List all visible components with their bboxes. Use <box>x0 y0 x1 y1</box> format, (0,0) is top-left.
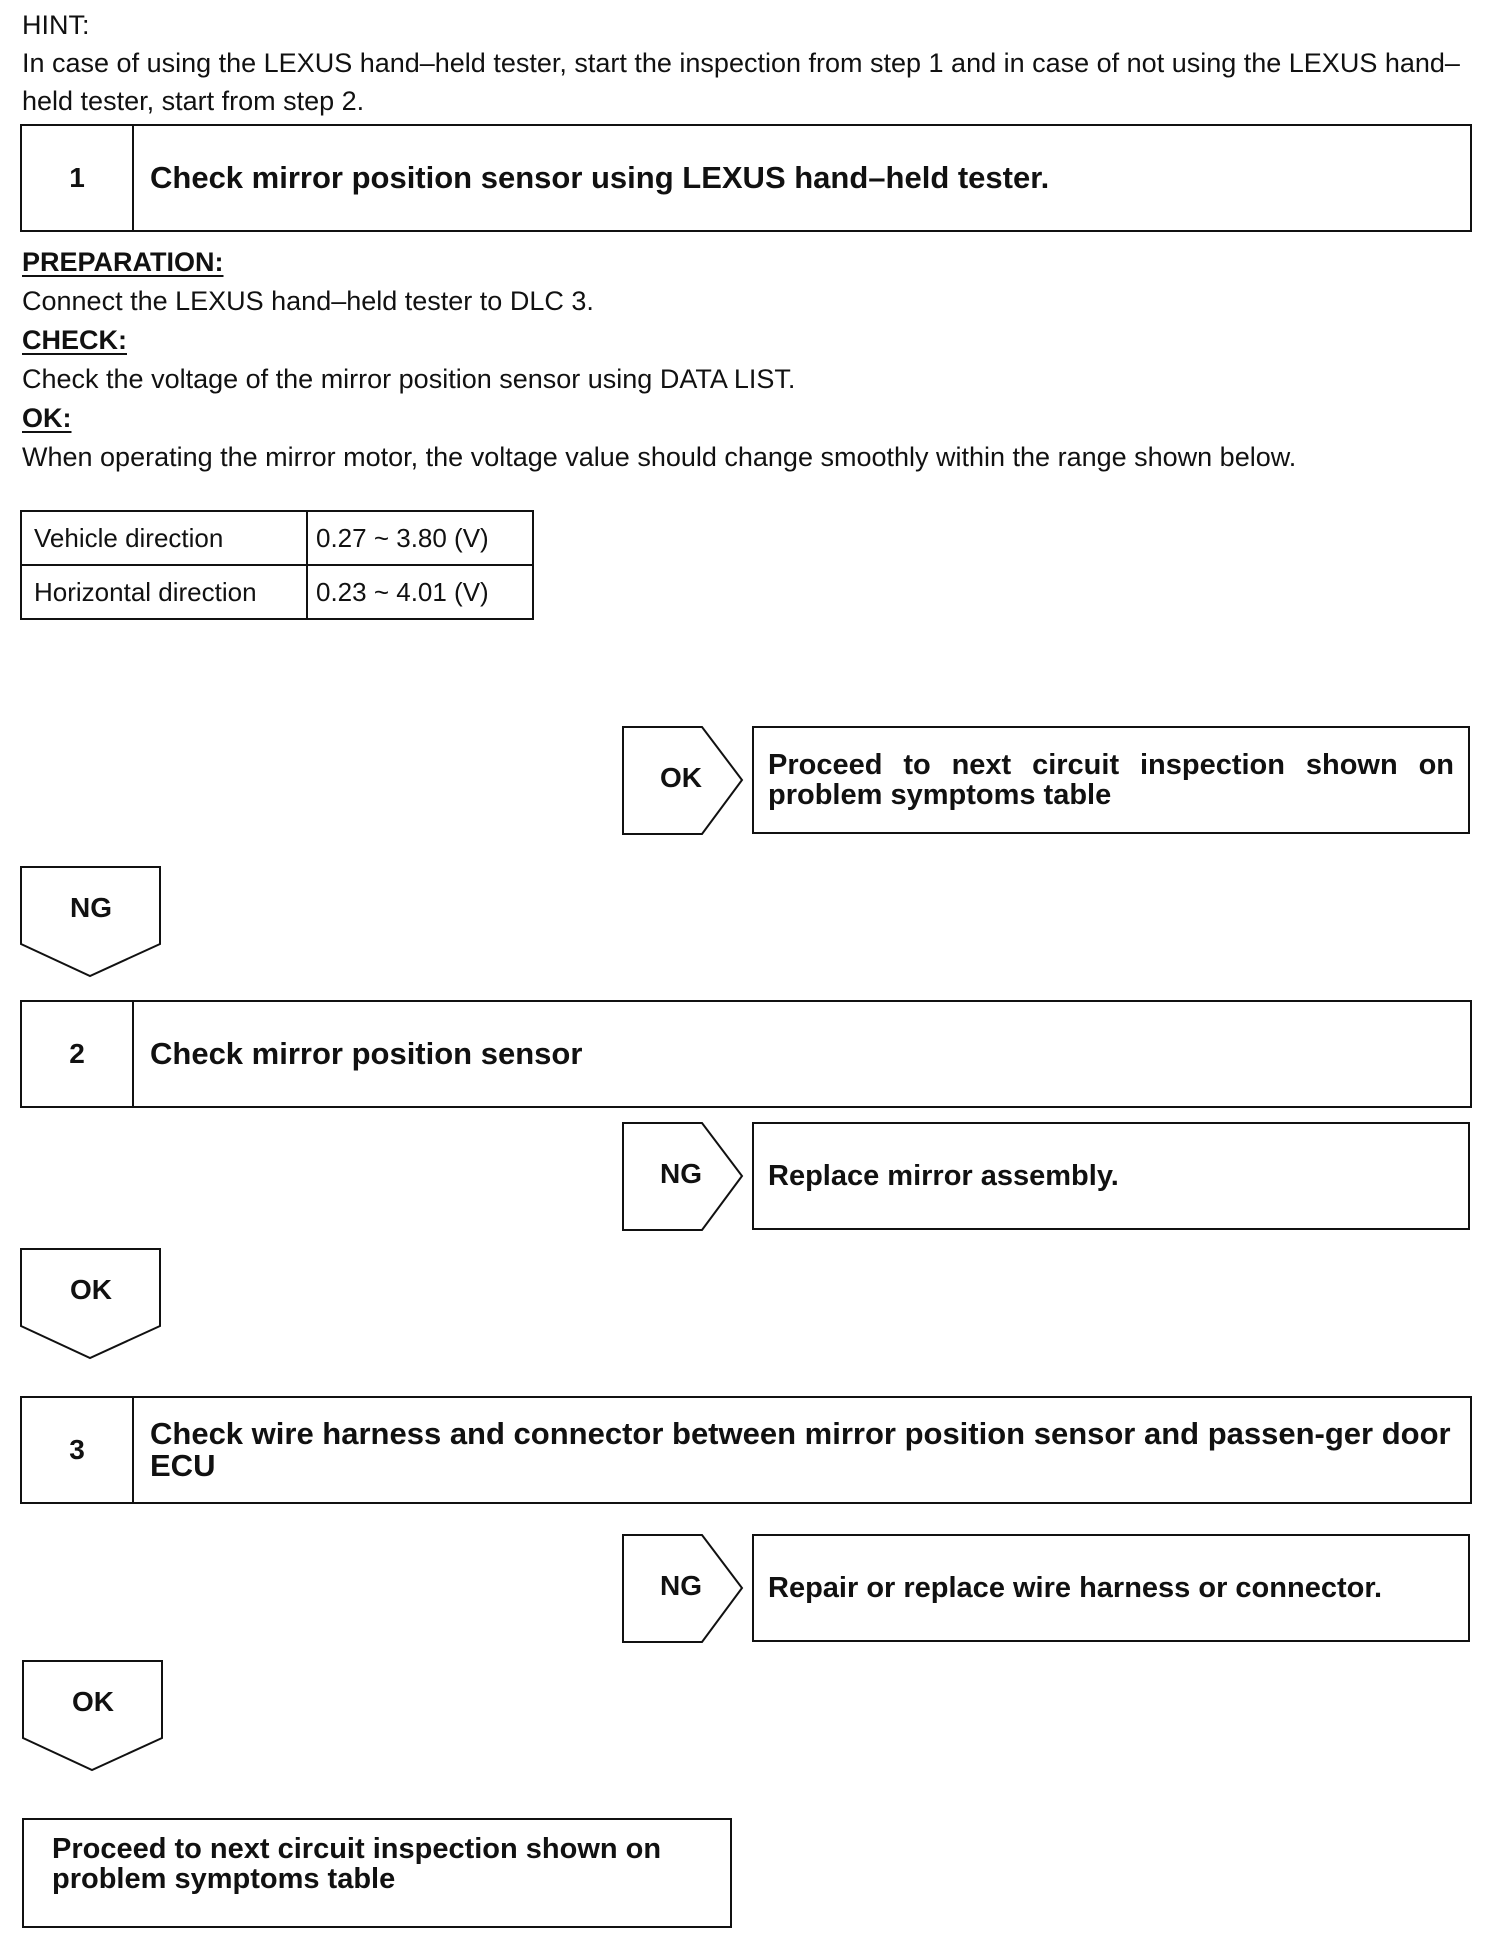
step-3-ng-label: NG <box>660 1570 702 1601</box>
table-cell-direction: Vehicle direction <box>21 511 307 565</box>
step-2-ng-label: NG <box>660 1158 702 1189</box>
table-cell-direction: Horizontal direction <box>21 565 307 619</box>
step-3-ng-result-text: Repair or replace wire harness or connector. <box>768 1572 1383 1604</box>
final-result-box <box>22 1818 732 1928</box>
step-3-ok-label: OK <box>72 1686 114 1717</box>
table-cell-range: 0.27 ~ 3.80 (V) <box>307 511 533 565</box>
table-cell-range: 0.23 ~ 4.01 (V) <box>307 565 533 619</box>
step-1-number: 1 <box>22 126 134 230</box>
table-row <box>21 511 533 565</box>
step-2-title: Check mirror position sensor <box>150 1036 583 1071</box>
step-1-ok-label: OK <box>660 762 702 793</box>
voltage-spec-table <box>20 510 534 620</box>
step-1-title: Check mirror position sensor using LEXUS hand–held tester. <box>150 160 1050 195</box>
check-text: Check the voltage of the mirror position sensor using DATA LIST. <box>22 364 796 394</box>
step-2-ng-result-box <box>752 1122 1470 1230</box>
final-result-text: Proceed to next circuit inspection shown on problem symptoms table <box>52 1833 662 1895</box>
step-2-ng-result-text: Replace mirror assembly. <box>768 1160 1119 1192</box>
hint-label: HINT: <box>22 10 90 40</box>
ok-spec-label: OK: <box>22 403 72 433</box>
step-2-box <box>20 1000 1472 1108</box>
hint-text: In case of using the LEXUS hand–held tester, start the inspection from step 1 and in case of not using the LEXUS hand–held tester, start from step 2. <box>22 48 1460 116</box>
step-2-number: 2 <box>22 1002 134 1106</box>
step-1-ok-result-box <box>752 726 1470 834</box>
ok-spec-text: When operating the mirror motor, the voltage value should change smoothly within the range shown below. <box>22 442 1297 472</box>
step-1-box <box>20 124 1472 232</box>
check-label: CHECK: <box>22 325 127 355</box>
step-3-title: Check wire harness and connector between mirror position sensor and passen-ger door ECU <box>150 1416 1451 1483</box>
step-3-box <box>20 1396 1472 1504</box>
preparation-text: Connect the LEXUS hand–held tester to DLC 3. <box>22 286 594 316</box>
step-2-ok-label: OK <box>70 1274 112 1305</box>
preparation-label: PREPARATION: <box>22 247 224 277</box>
step-3-number: 3 <box>22 1398 134 1502</box>
step-3-ng-result-box <box>752 1534 1470 1642</box>
table-row <box>21 565 533 619</box>
step-1-ng-label: NG <box>70 892 112 923</box>
step-1-ok-result-text: Proceed to next circuit inspection shown on problem symptoms table <box>768 749 1454 811</box>
